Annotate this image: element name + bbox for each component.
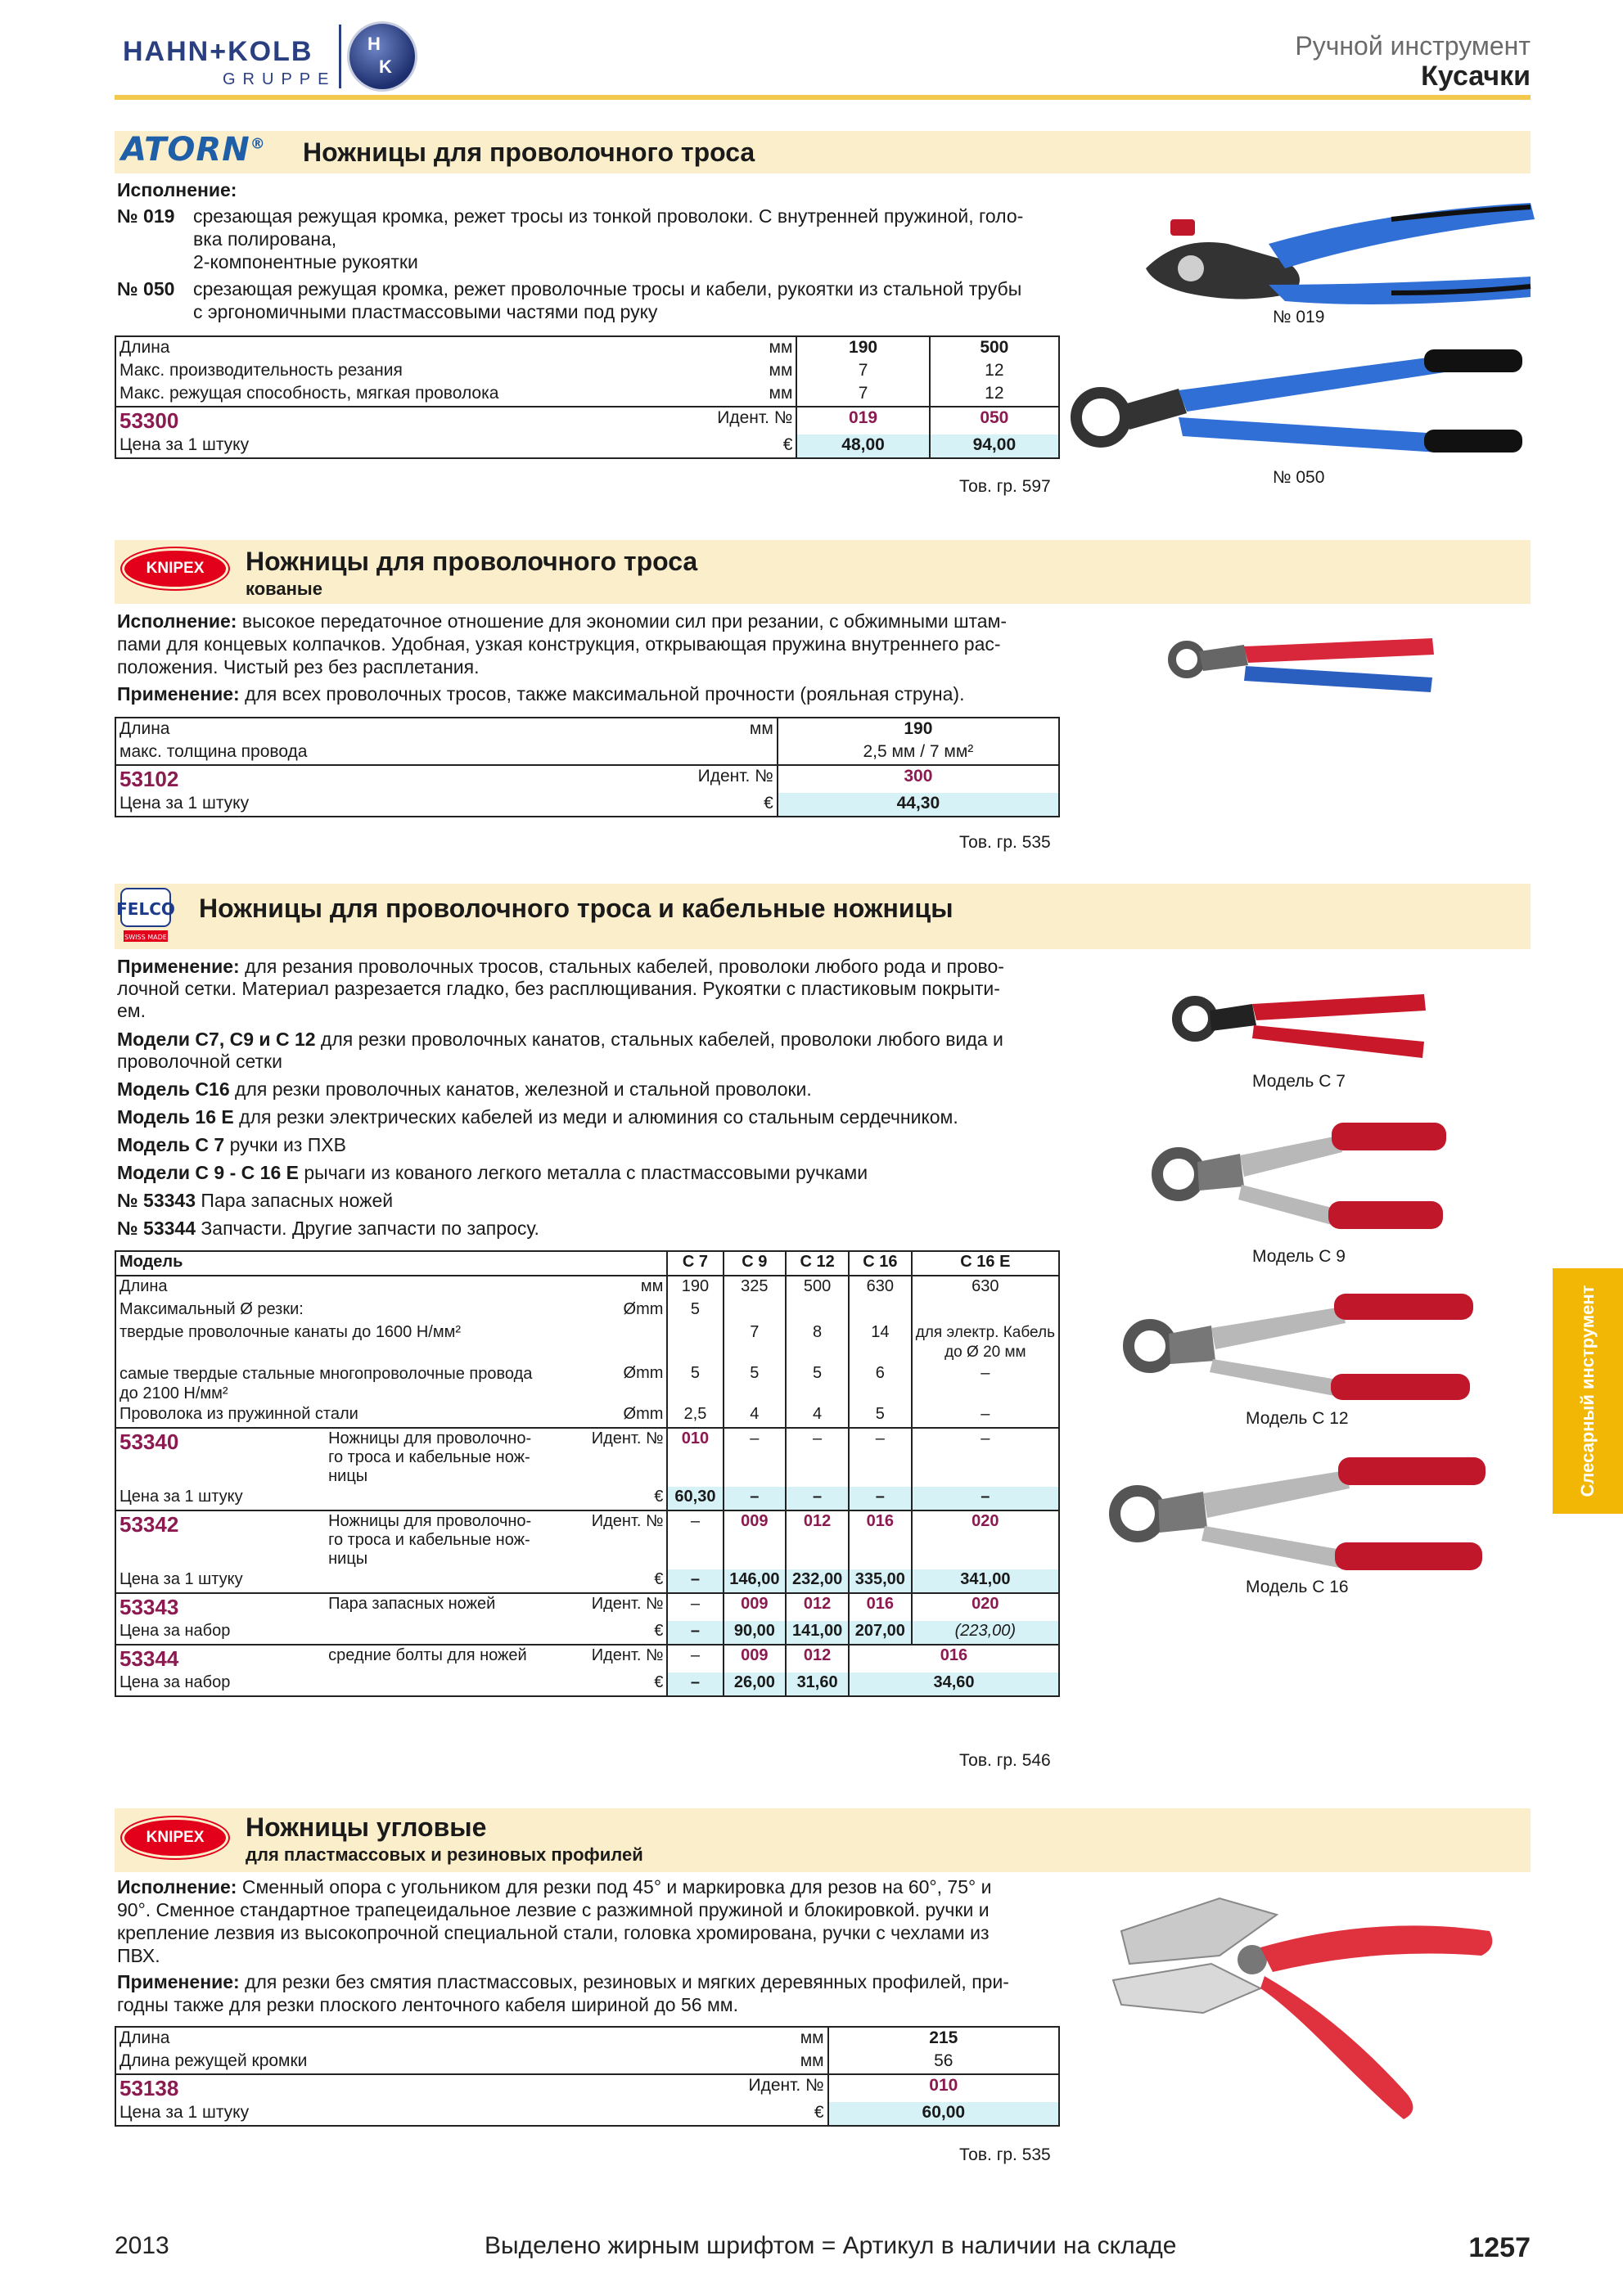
felco-logo: [116, 888, 175, 941]
felco-c16-image: [1101, 1452, 1494, 1575]
cell-value: 7: [724, 1322, 787, 1363]
price: 341,00: [912, 1569, 1059, 1593]
price: (223,00): [912, 1621, 1059, 1645]
felco-c7-image: [1162, 978, 1432, 1068]
row-label: Длина: [119, 338, 170, 357]
row-label: твердые проволочные канаты до 1600 Н/мм²: [119, 1323, 462, 1341]
ident-code: –: [724, 1428, 787, 1487]
footer-year: 2013: [115, 2232, 169, 2259]
price-label: Цена за набор: [119, 1673, 231, 1691]
cell-value: –: [912, 1363, 1059, 1404]
ident-label: Идент. №: [538, 1510, 667, 1569]
felco-c12-image: [1113, 1289, 1481, 1403]
ident-label: Идент. №: [695, 765, 778, 793]
row-label: Макс. производительность резания: [119, 361, 403, 380]
cell-value: 2,5 мм / 7 мм²: [778, 741, 1059, 765]
ident-code: 012: [786, 1510, 849, 1569]
section-title: Ножницы угловые: [246, 1812, 487, 1842]
row-unit: мм: [749, 719, 773, 738]
model-header: C 9: [724, 1251, 787, 1276]
hk-badge-logo: [347, 21, 417, 92]
page-number: 1257: [1468, 2232, 1531, 2263]
row-unit: мм: [800, 2051, 824, 2070]
ident-code: 016: [849, 1645, 1059, 1672]
row-unit: мм: [538, 1276, 667, 1299]
cell-value: [667, 1322, 723, 1363]
cell-value: 190: [667, 1276, 723, 1299]
image-caption: Модель C 9: [1252, 1247, 1346, 1266]
ident-code: 300: [778, 765, 1059, 793]
execution-text: Исполнение: Сменный опора с угольником для резки под 45° и маркировка для резов на 60°, 75° и 90°. Сменное стандартное трапецеидальное лезвие с разжимной пружиной и блокировкой. ручки и крепление лезвия из высокопрочной специальной стали, головка хромирована, ручки с чехлами из ПВХ.: [117, 1876, 992, 1966]
application-text: Применение: для резки без смятия пластмассовых, резиновых и мягких деревянных профилей, при- годны также для резки плоского ленточного кабеля шириной до 56 мм.: [117, 1971, 1009, 2015]
price: 31,60: [786, 1672, 849, 1696]
ident-code: –: [912, 1428, 1059, 1487]
ident-label: Идент. №: [745, 2074, 827, 2102]
ident-code: –: [849, 1428, 912, 1487]
price: 335,00: [849, 1569, 912, 1593]
price-label: Цена за 1 штуку: [119, 794, 250, 813]
section-title: Ножницы для проволочного троса и кабельные ножницы: [199, 894, 954, 923]
cell-value: 7: [796, 360, 929, 383]
image-caption: Модель C 7: [1252, 1072, 1346, 1091]
badge-letter-h: H: [367, 34, 381, 54]
cell-value: 5: [724, 1363, 787, 1404]
price: 207,00: [849, 1621, 912, 1645]
price: 48,00: [796, 434, 929, 458]
ident-code: 012: [786, 1645, 849, 1672]
footer-note: Выделено жирным шрифтом = Артикул в наличии на складе: [485, 2232, 1177, 2259]
felco-logo-sub: SWISS MADE: [124, 934, 167, 941]
felco-description: Применение: для резания проволочных тросов, стальных кабелей, проволоки любого рода и прово- лочной сетки. Материал разрезается гладко, без расплющивания. Рукоятки с пластиковым покрыти- ем. Модели C7, C9 и C 12 для резки проволочных канатов, стальных кабелей, проволоки любого вида и проволочной сетки Модель C16 для резки проволочных канатов, железной и стальной проволоки. Модель 16 E для резки электрических кабелей из меди и алюминия со стальным сердечником. Модель C 7 ручки из ПХВ Модели C 9 - C 16 E рычаги из кованого легкого металла с пластмассовыми ручками № 53343 Пара запасных ножей № 53344 Запчасти. Другие запчасти по запросу.: [117, 956, 1004, 1239]
article-desc: Ножницы для проволочно- го троса и кабельные нож- ницы: [325, 1428, 538, 1487]
cell-value: 56: [828, 2051, 1059, 2074]
side-tab[interactable]: [1553, 1268, 1623, 1514]
ident-code: 010: [828, 2074, 1059, 2102]
article-desc: Ножницы для проволочно- го троса и кабельные нож- ницы: [325, 1510, 538, 1569]
image-caption: № 050: [1273, 468, 1325, 487]
cell-value: 4: [786, 1404, 849, 1428]
execution-text: Исполнение: высокое передаточное отношение для экономии сил при резании, с обжимными штам- пами для концевых колпачков. Удобная, узкая конструкция, открывающая пружина внутреннего рас- положения. Чистый рез без расплетания.: [117, 610, 1008, 678]
row-unit: Ømm: [623, 1405, 664, 1423]
cell-value: 14: [849, 1322, 912, 1363]
model-header: C 16: [849, 1251, 912, 1276]
row-label: Длина: [115, 1276, 538, 1299]
cell-value: –: [912, 1404, 1059, 1428]
model-label: Модель: [119, 1253, 183, 1271]
currency: €: [654, 1622, 664, 1640]
ident-code: 016: [849, 1593, 912, 1621]
cell-value: 4: [724, 1404, 787, 1428]
atorn-logo: ATORN®: [121, 131, 266, 169]
ident-code: 019: [796, 407, 929, 434]
knipex-logo: KNIPEX: [124, 551, 226, 587]
cell-value: 325: [724, 1276, 787, 1299]
goods-group: Тов. гр. 535: [959, 2145, 1051, 2164]
article-number: 53138: [115, 2074, 745, 2102]
cell-value: 5: [849, 1404, 912, 1428]
cell-value: 7: [796, 383, 929, 407]
price: 60,00: [828, 2102, 1059, 2126]
goods-group: Тов. гр. 597: [959, 477, 1051, 496]
felco-logo-text: FELCO: [116, 899, 175, 919]
currency: €: [654, 1673, 664, 1691]
knipex-logo: KNIPEX: [124, 1820, 226, 1856]
header-subcategory: Кусачки: [1421, 61, 1531, 92]
cell-value: 5: [667, 1299, 723, 1322]
ident-code: –: [667, 1593, 723, 1621]
row-label: Проволока из пружинной стали: [119, 1405, 358, 1423]
price-label: Цена за набор: [119, 1622, 231, 1640]
article-desc: средние болты для ножей: [325, 1645, 538, 1672]
side-tab-label: Слесарный инструмент: [1577, 1285, 1598, 1497]
angle-cutter-image: [1097, 1882, 1506, 2127]
cell-value: 2,5: [667, 1404, 723, 1428]
ident-label: Идент. №: [538, 1645, 667, 1672]
ident-label: Идент. №: [538, 1593, 667, 1621]
article-number: 53340: [115, 1428, 325, 1487]
section-subtitle: кованые: [246, 579, 322, 599]
price: 94,00: [930, 434, 1059, 458]
price: –: [786, 1487, 849, 1510]
price-label: Цена за 1 штуку: [119, 1570, 243, 1588]
currency: €: [764, 794, 773, 813]
article-number: 53342: [115, 1510, 325, 1569]
cell-value: 5: [786, 1363, 849, 1404]
row-label: Макс. режущая способность, мягкая проволока: [119, 384, 499, 403]
price: –: [667, 1672, 723, 1696]
ident-code: 009: [724, 1510, 787, 1569]
row-unit: мм: [769, 338, 793, 357]
ident-code: 010: [667, 1428, 723, 1487]
price: 34,60: [849, 1672, 1059, 1696]
price-label: Цена за 1 штуку: [119, 1488, 243, 1506]
cell-value: 5: [667, 1363, 723, 1404]
cell-value: 12: [930, 383, 1059, 407]
price-label: Цена за 1 штуку: [119, 2103, 250, 2122]
spec-table: [115, 717, 1060, 817]
ident-code: 020: [912, 1593, 1059, 1621]
variant-no: № 019: [117, 205, 175, 227]
row-label: Длина режущей кромки: [119, 2051, 308, 2070]
price: –: [667, 1569, 723, 1593]
cell-value: для электр. Кабель до Ø 20 мм: [912, 1322, 1059, 1363]
cell-value: 190: [778, 718, 1059, 741]
wire-rope-cutter-019-image: [1121, 187, 1547, 309]
currency: €: [814, 2103, 824, 2122]
price: –: [724, 1487, 787, 1510]
cell-value: 500: [786, 1276, 849, 1299]
ident-code: 009: [724, 1593, 787, 1621]
currency: €: [654, 1488, 664, 1506]
cell-value: 630: [912, 1276, 1059, 1299]
ident-code: 016: [849, 1510, 912, 1569]
row-unit: Ømm: [623, 1364, 664, 1382]
ident-code: 012: [786, 1593, 849, 1621]
section-subtitle: для пластмассовых и резиновых профилей: [246, 1844, 643, 1865]
row-label: Длина: [119, 719, 170, 738]
wire-rope-cutter-050-image: [1064, 340, 1539, 462]
badge-letter-k: K: [379, 56, 392, 77]
ident-code: –: [786, 1428, 849, 1487]
currency: €: [654, 1570, 664, 1588]
variant-desc: срезающая режущая кромка, режет проволочные тросы и кабели, рукоятки из стальной трубы с эргономичными пластмассовыми частями под руку: [193, 278, 1022, 322]
row-unit: мм: [800, 2028, 824, 2047]
price-label: Цена за 1 штуку: [119, 435, 250, 454]
price: –: [912, 1487, 1059, 1510]
header-category: Ручной инструмент: [1295, 31, 1531, 61]
article-number: 53344: [115, 1645, 325, 1672]
model-header: C 12: [786, 1251, 849, 1276]
execution-label: Исполнение:: [117, 179, 237, 200]
model-header: C 7: [667, 1251, 723, 1276]
row-label: Длина: [119, 2028, 170, 2047]
ident-code: –: [667, 1645, 723, 1672]
cell-value: 12: [930, 360, 1059, 383]
image-caption: № 019: [1273, 308, 1325, 326]
model-header: C 16 E: [912, 1251, 1059, 1276]
row-label: Максимальный Ø резки:: [119, 1300, 304, 1318]
article-number: 53300: [115, 407, 714, 434]
image-caption: Модель C 12: [1246, 1409, 1349, 1428]
row-unit: Ømm: [623, 1300, 664, 1318]
ident-code: 020: [912, 1510, 1059, 1569]
price: 232,00: [786, 1569, 849, 1593]
article-number: 53102: [115, 765, 695, 793]
image-caption: Модель C 16: [1246, 1578, 1349, 1596]
ident-code: –: [667, 1510, 723, 1569]
price: 44,30: [778, 793, 1059, 817]
price: –: [667, 1621, 723, 1645]
row-unit: мм: [769, 361, 793, 380]
price: 60,30: [667, 1487, 723, 1510]
company-logo-text: HAHN+KOLB: [123, 36, 313, 67]
felco-c9-image: [1142, 1113, 1453, 1236]
application-text: Применение: для всех проволочных тросов, также максимальной прочности (рояльная струна).: [117, 683, 965, 705]
logo-divider: [339, 25, 341, 88]
ident-label: Идент. №: [714, 407, 796, 434]
spec-table: [115, 335, 1060, 459]
spec-table: [115, 2026, 1060, 2127]
section-title: Ножницы для проволочного троса: [303, 137, 755, 167]
price: –: [849, 1487, 912, 1510]
cell-value: 190: [796, 336, 929, 360]
ident-code: 050: [930, 407, 1059, 434]
price: 90,00: [724, 1621, 787, 1645]
goods-group: Тов. гр. 535: [959, 833, 1051, 852]
ident-code: 009: [724, 1645, 787, 1672]
article-desc: Пара запасных ножей: [325, 1593, 538, 1621]
knipex-wire-cutter-image: [1154, 620, 1440, 702]
row-unit: [695, 741, 778, 765]
row-label: самые твердые стальные многопроволочные провода до 2100 Н/мм²: [119, 1365, 533, 1402]
variant-no: № 050: [117, 278, 175, 299]
section-title: Ножницы для проволочного троса: [246, 547, 698, 576]
row-unit: мм: [769, 384, 793, 403]
goods-group: Тов. гр. 546: [959, 1751, 1051, 1770]
row-label: макс. толщина провода: [119, 742, 308, 761]
cell-value: 6: [849, 1363, 912, 1404]
price: 26,00: [724, 1672, 787, 1696]
felco-spec-table: [115, 1250, 1060, 1697]
cell-value: 215: [828, 2027, 1059, 2051]
header-rule: [115, 95, 1531, 100]
cell-value: 8: [786, 1322, 849, 1363]
article-number: 53343: [115, 1593, 325, 1621]
cell-value: 630: [849, 1276, 912, 1299]
variant-desc: срезающая режущая кромка, режет тросы из тонкой проволоки. С внутренней пружиной, голо- вка полирована, 2-компонентные рукоятки: [193, 205, 1024, 272]
cell-value: 500: [930, 336, 1059, 360]
currency: €: [782, 435, 793, 454]
ident-label: Идент. №: [538, 1428, 667, 1487]
price: 146,00: [724, 1569, 787, 1593]
price: 141,00: [786, 1621, 849, 1645]
company-logo-sub: GRUPPE: [223, 70, 336, 88]
